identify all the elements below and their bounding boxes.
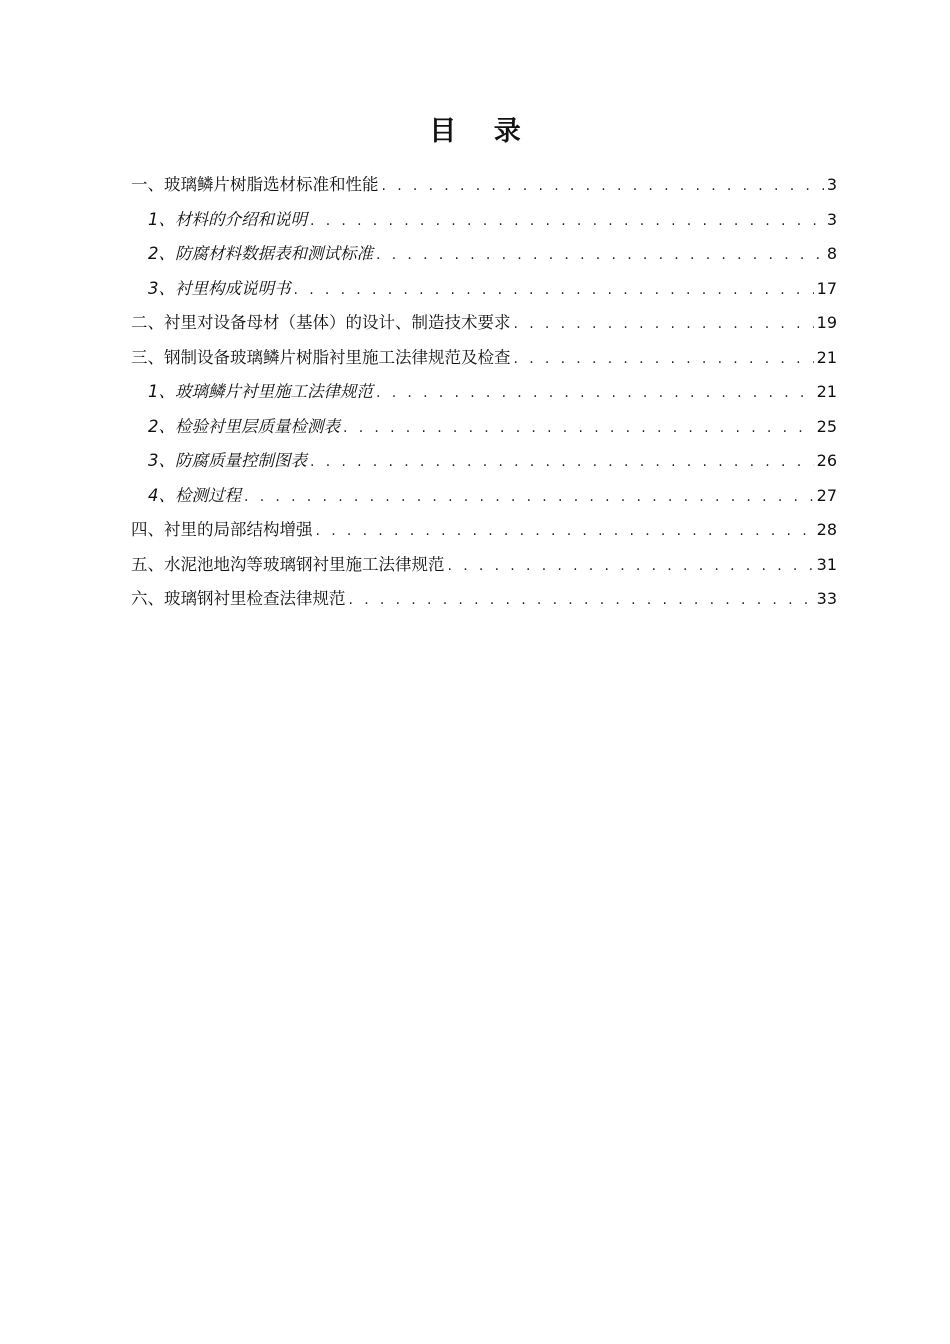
- toc-dot-leader: [316, 514, 814, 549]
- toc-title: 目 录: [429, 116, 535, 147]
- toc-entry[interactable]: [131, 444, 837, 479]
- toc-entry-text: 1、玻璃鳞片衬里施工法律规范: [148, 382, 373, 401]
- toc-entry[interactable]: [131, 168, 837, 203]
- toc-entry-text: 四、衬里的局部结构增强: [131, 520, 313, 539]
- toc-list: [131, 168, 837, 617]
- toc-dot-leader: [294, 273, 814, 308]
- toc-entry-text: 1、材料的介绍和说明: [148, 209, 307, 229]
- toc-entry-text: 2、防腐材料数据表和测试标准: [148, 244, 373, 263]
- toc-dot-leader: [382, 169, 824, 204]
- toc-entry[interactable]: [131, 410, 837, 445]
- toc-entry[interactable]: [131, 513, 837, 548]
- toc-page-number: 27: [816, 485, 837, 505]
- toc-entry-text: 五、水泥池地沟等玻璃钢衬里施工法律规范: [131, 554, 445, 574]
- toc-page-number: 25: [816, 416, 837, 436]
- toc-dot-leader: [376, 238, 824, 273]
- toc-page-number: 3: [826, 209, 837, 229]
- toc-page-number: 21: [816, 347, 837, 367]
- toc-page-number: 19: [816, 313, 837, 332]
- toc-page-number: 33: [816, 589, 837, 608]
- toc-entry[interactable]: [131, 375, 837, 410]
- toc-entry-text: 3、防腐质量控制图表: [148, 451, 307, 470]
- toc-dot-leader: [376, 376, 814, 411]
- toc-page-number: 21: [816, 382, 837, 401]
- toc-dot-leader: [514, 307, 814, 342]
- toc-entry[interactable]: [131, 341, 837, 376]
- toc-page-number: 17: [816, 278, 837, 298]
- toc-page-number: 31: [816, 554, 837, 574]
- toc-entry[interactable]: [131, 272, 837, 307]
- toc-dot-leader: [349, 583, 814, 618]
- toc-dot-leader: [448, 549, 814, 584]
- toc-dot-leader: [310, 204, 824, 239]
- toc-entry-text: 4、检测过程: [148, 485, 241, 505]
- toc-entry-text: 3、衬里构成说明书: [148, 278, 291, 298]
- toc-entry-text: 一、玻璃鳞片树脂选材标准和性能: [131, 175, 379, 194]
- toc-dot-leader: [343, 411, 814, 446]
- toc-page-number: 3: [826, 175, 837, 194]
- toc-entry-text: 2、检验衬里层质量检测表: [148, 416, 340, 436]
- toc-entry-text: 六、玻璃钢衬里检查法律规范: [131, 589, 346, 608]
- toc-page-number: 8: [826, 244, 837, 263]
- toc-entry[interactable]: [131, 479, 837, 514]
- toc-page-number: 26: [816, 451, 837, 470]
- toc-entry[interactable]: [131, 237, 837, 272]
- toc-entry[interactable]: [131, 548, 837, 583]
- toc-entry[interactable]: [131, 306, 837, 341]
- toc-page-number: 28: [816, 520, 837, 539]
- toc-dot-leader: [514, 342, 814, 377]
- toc-dot-leader: [244, 480, 814, 515]
- toc-entry-text: 三、钢制设备玻璃鳞片树脂衬里施工法律规范及检查: [131, 347, 511, 367]
- toc-entry[interactable]: [131, 582, 837, 617]
- toc-entry-text: 二、衬里对设备母材（基体）的设计、制造技术要求: [131, 313, 511, 332]
- toc-dot-leader: [310, 445, 814, 480]
- toc-entry[interactable]: [131, 203, 837, 238]
